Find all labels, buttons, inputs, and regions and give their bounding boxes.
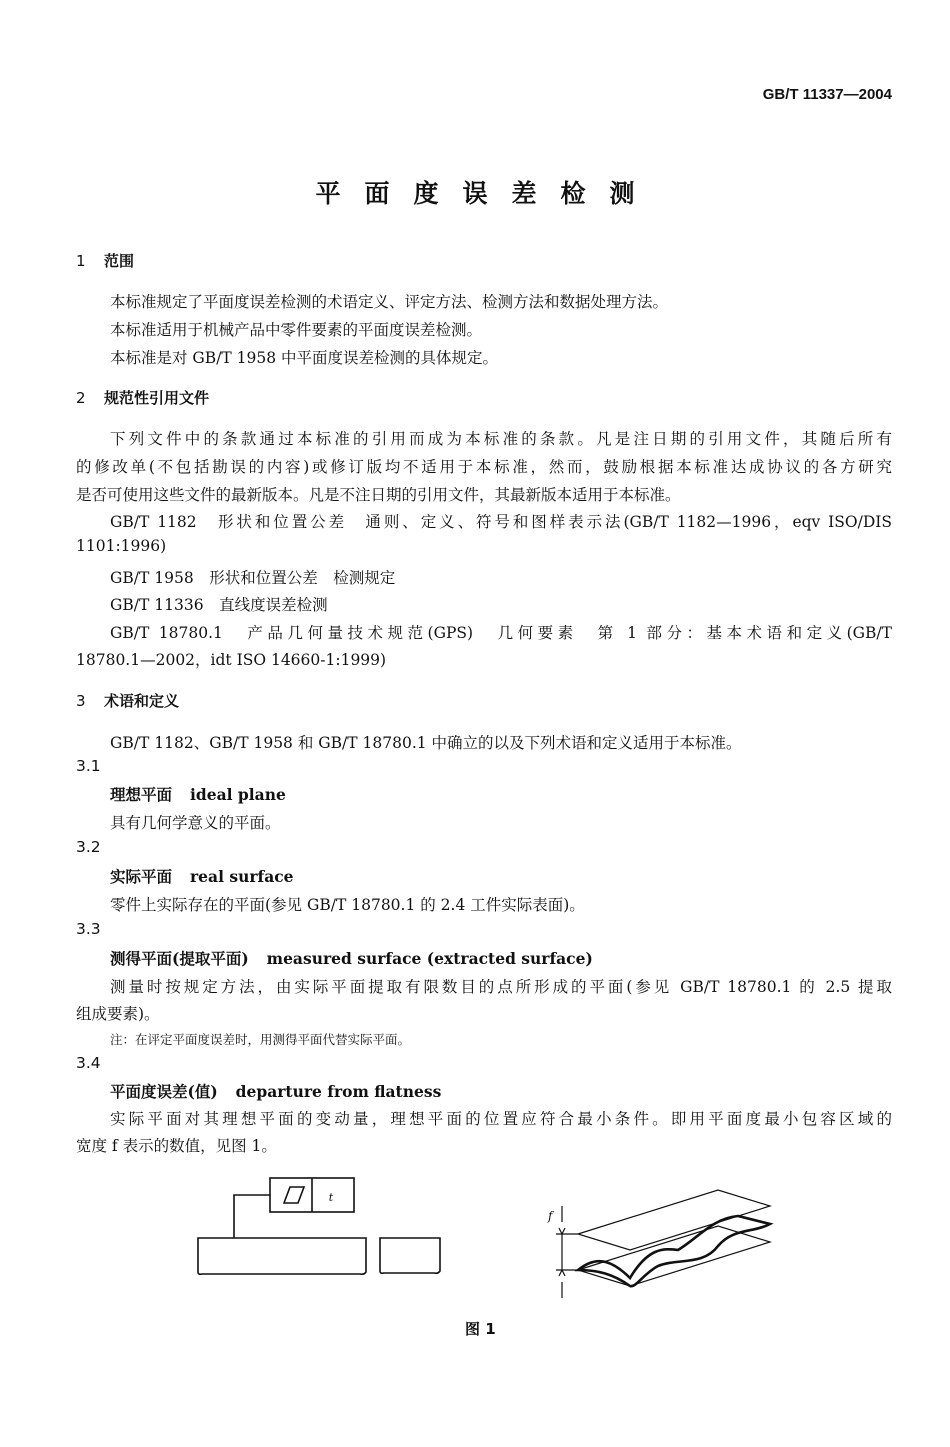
paragraph: 的修改单(不包括勘误的内容)或修订版均不适用于本标准，然而，鼓励根据本标准达成协议的各方研究 [76,458,892,476]
figure-1-callout-drawing [190,1172,430,1282]
figure-1-minimum-zone [538,1178,778,1308]
figure-caption: 图 1 [465,1320,496,1338]
reference-item: GB/T 1958 形状和位置公差 检测规定 [110,569,396,587]
leader-line [234,1195,270,1238]
width-label: f [548,1209,553,1223]
term-definition: 宽度 f 表示的数值，见图 1。 [76,1137,277,1155]
term-number: 3.2 [76,838,101,856]
paragraph: 本标准规定了平面度误差检测的术语定义、评定方法、检测方法和数据处理方法。 [110,293,669,311]
flatness-symbol-icon [284,1187,304,1203]
section-number: 1 [76,252,86,270]
section-number: 2 [76,389,86,407]
section-title: 术语和定义 [104,692,180,710]
note: 注：在评定平面度误差时，用测得平面代替实际平面。 [110,1032,411,1047]
section-number: 3 [76,692,86,710]
section-title: 规范性引用文件 [104,389,210,407]
term-definition: 实际平面对其理想平面的变动量，理想平面的位置应符合最小条件。即用平面度最小包容区域的 [110,1110,892,1128]
tolerance-value-label: t [328,1191,334,1204]
term-en: real surface [190,867,294,886]
reference-item: 1101:1996) [76,537,167,555]
term-definition: 测量时按规定方法，由实际平面提取有限数目的点所形成的平面(参见 GB/T 18780.1 的 2.5 提取 [110,978,892,996]
reference-item: GB/T 11336 直线度误差检测 [110,596,328,614]
term-heading [110,1080,441,1102]
part-front-view [198,1238,366,1274]
term-en: measured surface (extracted surface) [266,949,593,968]
f-arrow-bottom [559,1270,565,1276]
term-zh: 理想平面 [110,785,173,804]
term-definition: 组成要素)。 [76,1005,160,1023]
section-1-heading [76,250,134,271]
document-title: 平面度误差检测 [315,179,659,208]
section-title: 范围 [104,252,135,270]
term-zh: 测得平面(提取平面) [110,949,249,968]
section-3-heading [76,690,179,711]
reference-item: 18780.1—2002，idt ISO 14660-1:1999) [76,651,387,669]
term-definition: 零件上实际存在的平面(参见 GB/T 18780.1 的 2.4 工件实际表面)。 [110,896,585,914]
term-en: ideal plane [190,785,286,804]
paragraph: 是否可使用这些文件的最新版本。凡是不注日期的引用文件，其最新版本适用于本标准。 [76,486,681,504]
standard-number: GB/T 11337—2004 [762,86,892,103]
term-heading [110,783,286,805]
term-number: 3.1 [76,757,101,775]
paragraph: 本标准是对 GB/T 1958 中平面度误差检测的具体规定。 [110,349,499,367]
term-zh: 平面度误差(值) [110,1082,218,1101]
term-heading [110,865,294,887]
term-definition: 具有几何学意义的平面。 [110,814,281,832]
paragraph: 下列文件中的条款通过本标准的引用而成为本标准的条款。凡是注日期的引用文件，其随后所有 [110,430,892,448]
reference-item: GB/T 1182 形状和位置公差 通则、定义、符号和图样表示法(GB/T 1182—1996，eqv ISO/DIS [110,513,892,531]
f-arrow-top [559,1228,565,1234]
reference-item: GB/T 18780.1 产品几何量技术规范(GPS) 几何要素 第 1 部分：基本术语和定义(GB/T [110,624,892,642]
lower-plane [578,1226,770,1286]
section-2-heading [76,387,209,408]
paragraph: 本标准适用于机械产品中零件要素的平面度误差检测。 [110,321,483,339]
upper-plane [578,1190,770,1250]
paragraph: GB/T 1182、GB/T 1958 和 GB/T 18780.1 中确立的以及下列术语和定义适用于本标准。 [110,734,742,752]
term-en: departure from flatness [235,1082,442,1101]
term-number: 3.4 [76,1054,101,1072]
term-heading [110,947,593,969]
term-zh: 实际平面 [110,867,173,886]
part-side-view [380,1238,440,1273]
term-number: 3.3 [76,920,101,938]
